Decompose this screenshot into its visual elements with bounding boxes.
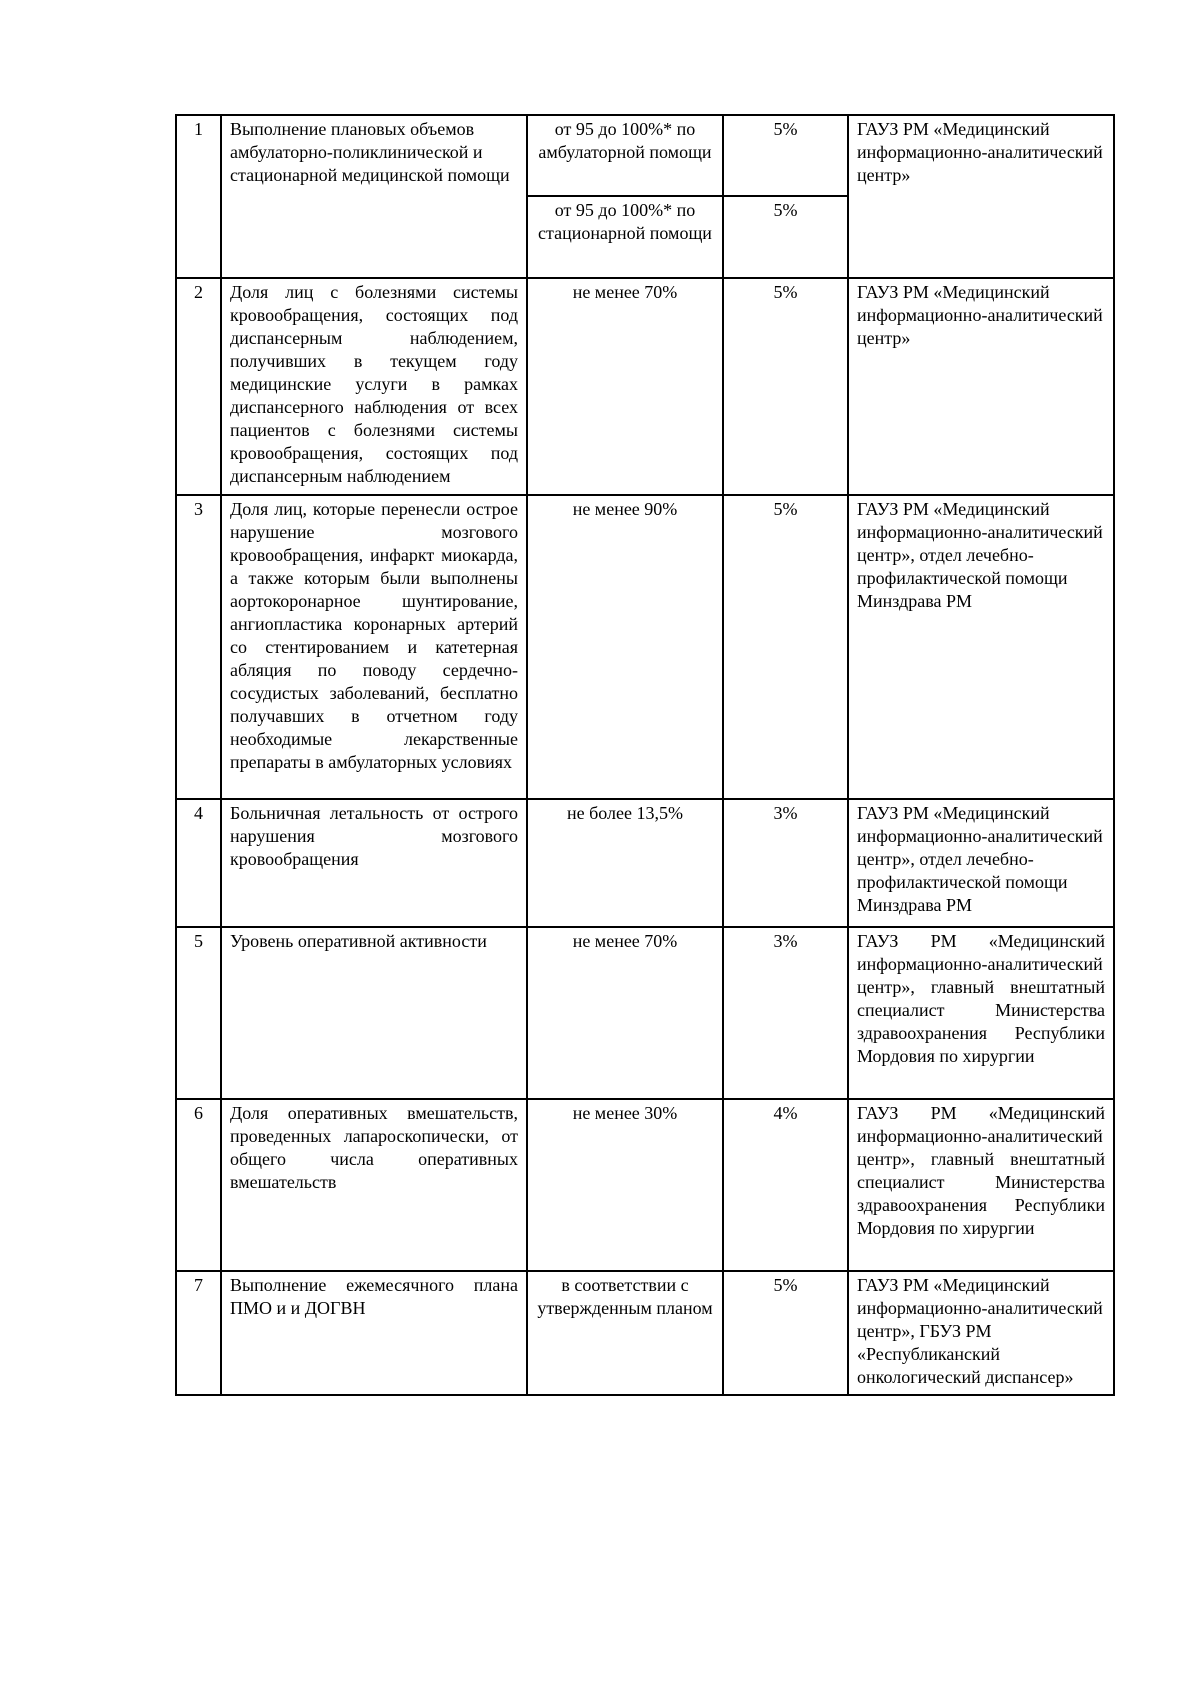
indicator-name: Доля лиц с болезнями системы кровообращения, состоящих под диспансерным наблюдением, получивших в текущем году медицинские услуги в рамках диспансерного наблюдения от всех пациентов с болезнями системы кровообращения, состоящих под диспансерным наблюдением <box>221 278 527 495</box>
target-value: от 95 до 100%* по амбулаторной помощи <box>527 115 723 196</box>
weight-value: 5% <box>723 495 848 799</box>
row-number: 7 <box>176 1271 221 1395</box>
row-number: 5 <box>176 927 221 1099</box>
criteria-table <box>175 114 1115 1396</box>
target-value: в соответствии с утвержденным планом <box>527 1271 723 1395</box>
target-value: не менее 70% <box>527 278 723 495</box>
responsible-org: ГАУЗ РМ «Медицинский информационно-аналитический центр» <box>848 115 1114 278</box>
table-row <box>176 1271 1114 1395</box>
row-number: 6 <box>176 1099 221 1271</box>
target-value: от 95 до 100%* по стационарной помощи <box>527 196 723 278</box>
table-row <box>176 927 1114 1099</box>
row-number: 2 <box>176 278 221 495</box>
weight-value: 5% <box>723 115 848 196</box>
table-row <box>176 799 1114 927</box>
indicator-name: Больничная летальность от острого нарушения мозгового кровообращения <box>221 799 527 927</box>
weight-value: 3% <box>723 927 848 1099</box>
weight-value: 5% <box>723 1271 848 1395</box>
responsible-org: ГАУЗ РМ «Медицинский информационно-аналитический центр» <box>848 278 1114 495</box>
row-number: 3 <box>176 495 221 799</box>
weight-value: 5% <box>723 278 848 495</box>
responsible-org: ГАУЗ РМ «Медицинский информационно-аналитический центр», ГБУЗ РМ «Республиканский онкологический диспансер» <box>848 1271 1114 1395</box>
table-row <box>176 278 1114 495</box>
table-row <box>176 495 1114 799</box>
responsible-org: ГАУЗ РМ «Медицинский информационно-аналитический центр», отдел лечебно-профилактической помощи Минздрава РМ <box>848 799 1114 927</box>
target-value: не более 13,5% <box>527 799 723 927</box>
responsible-org: ГАУЗ РМ «Медицинский информационно-аналитический центр», отдел лечебно-профилактической помощи Минздрава РМ <box>848 495 1114 799</box>
weight-value: 3% <box>723 799 848 927</box>
target-value: не менее 30% <box>527 1099 723 1271</box>
weight-value: 5% <box>723 196 848 278</box>
indicator-name: Выполнение ежемесячного плана ПМО и и ДОГВН <box>221 1271 527 1395</box>
target-value: не менее 90% <box>527 495 723 799</box>
row-number: 4 <box>176 799 221 927</box>
table-row <box>176 115 1114 196</box>
indicator-name: Доля оперативных вмешательств, проведенных лапароскопически, от общего числа оперативных вмешательств <box>221 1099 527 1271</box>
responsible-org: ГАУЗ РМ «Медицинский информационно-аналитический центр», главный внештатный специалист Министерства здравоохранения Республики Мордовия по хирургии <box>848 1099 1114 1271</box>
target-value: не менее 70% <box>527 927 723 1099</box>
indicator-name: Доля лиц, которые перенесли острое нарушение мозгового кровообращения, инфаркт миокарда, а также которым были выполнены аортокоронарное шунтирование, ангиопластика коронарных артерий со стентированием и катетерная абляция по поводу сердечно-сосудистых заболеваний, бесплатно получавших в отчетном году необходимые лекарственные препараты в амбулаторных условиях <box>221 495 527 799</box>
table-row <box>176 1099 1114 1271</box>
weight-value: 4% <box>723 1099 848 1271</box>
responsible-org: ГАУЗ РМ «Медицинский информационно-аналитический центр», главный внештатный специалист Министерства здравоохранения Республики Мордовия по хирургии <box>848 927 1114 1099</box>
row-number: 1 <box>176 115 221 278</box>
indicator-name: Выполнение плановых объемов амбулаторно-поликлинической и стационарной медицинской помощи <box>221 115 527 278</box>
indicator-name: Уровень оперативной активности <box>221 927 527 1099</box>
